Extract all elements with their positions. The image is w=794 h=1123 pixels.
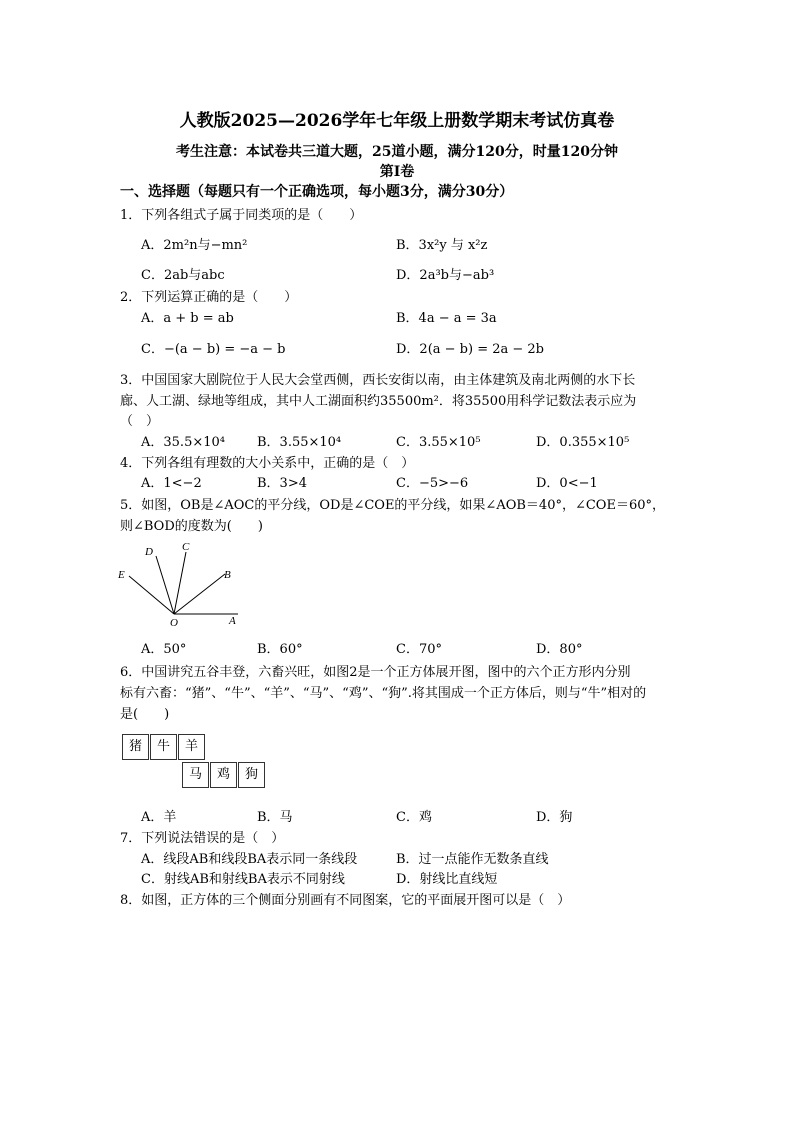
ray-ob — [174, 574, 225, 614]
question-5-option-d: D．80° — [536, 642, 583, 657]
question-6-line-1: 6．中国讲究五谷丰登，六畜兴旺，如图2是一个正方体展开图，图中的六个正方形内分别 — [120, 665, 631, 680]
question-2-option-c: C．−(a − b) = −a − b — [141, 342, 286, 357]
question-3-option-d: D．0.355×10⁵ — [536, 435, 630, 450]
question-6-option-b: B．马 — [257, 810, 293, 825]
question-3-line-2: 廊、人工湖、绿地等组成，其中人工湖面积约35500m²．将35500用科学记数法表示应为 — [120, 394, 637, 409]
question-8-stem: 8．如图，正方体的三个侧面分别画有不同图案，它的平面展开图可以是（ ） — [120, 893, 571, 908]
angle-figure — [112, 538, 252, 630]
question-1-option-c: C．2ab与abc — [141, 268, 225, 283]
question-2-option-a: A．a + b = ab — [141, 311, 234, 326]
question-5-option-a: A．50° — [141, 642, 187, 657]
question-1-option-d: D．2a³b与−ab³ — [396, 268, 495, 283]
question-1-stem: 1．下列各组式子属于同类项的是（ ） — [120, 208, 363, 223]
volume-label: 第Ⅰ卷 — [379, 164, 415, 180]
net-cell-pig: 猪 — [122, 734, 149, 760]
question-2-stem: 2．下列运算正确的是（ ） — [120, 290, 298, 305]
question-3-line-1: 3．中国国家大剧院位于人民大会堂西侧，西长安街以南，由主体建筑及南北两侧的水下长 — [120, 373, 636, 388]
net-cell-ox: 牛 — [150, 734, 177, 760]
question-3-line-3: （ ） — [120, 414, 160, 429]
net-cell-horse: 马 — [182, 762, 209, 788]
label-o: O — [170, 617, 178, 629]
question-6-line-2: 标有六畜：“猪”、“牛”、“羊”、“马”、“鸡”、“狗”.将其围成一个正方体后，则与“牛”相对的 — [120, 686, 647, 701]
question-5-line-1: 5．如图，OB是∠AOC的平分线，OD是∠COE的平分线，如果∠AOB＝40°，∠COE＝60°， — [120, 498, 665, 513]
question-6-option-c: C．鸡 — [396, 810, 432, 825]
label-d: D — [145, 546, 153, 558]
question-5-option-c: C．70° — [396, 642, 442, 657]
question-6-line-3: 是( ) — [120, 707, 170, 722]
ray-oe — [129, 576, 174, 614]
question-2-option-b: B．4a − a = 3a — [396, 311, 497, 326]
question-4-option-b: B．3>4 — [257, 476, 307, 491]
question-7-option-d: D．射线比直线短 — [396, 872, 498, 887]
question-4-stem: 4．下列各组有理数的大小关系中，正确的是（ ） — [120, 456, 415, 471]
question-4-option-c: C．−5>−6 — [396, 476, 469, 491]
ray-od — [156, 556, 174, 614]
question-3-option-b: B．3.55×10⁴ — [257, 435, 342, 450]
label-a: A — [229, 615, 236, 627]
question-2-option-d: D．2(a − b) = 2a − 2b — [396, 342, 544, 357]
page-title: 人教版2025—2026学年七年级上册数学期末考试仿真卷 — [179, 111, 615, 131]
question-7-option-b: B．过一点能作无数条直线 — [396, 852, 549, 867]
exam-notice: 考生注意：本试卷共三道大题，25道小题，满分120分，时量120分钟 — [176, 144, 618, 160]
net-cell-dog: 狗 — [238, 762, 265, 788]
ray-oc — [174, 552, 186, 614]
question-3-option-c: C．3.55×10⁵ — [396, 435, 481, 450]
question-6-option-d: D．狗 — [536, 810, 573, 825]
question-3-option-a: A．35.5×10⁴ — [141, 435, 225, 450]
question-7-option-a: A．线段AB和线段BA表示同一条线段 — [141, 852, 358, 867]
question-4-option-a: A．1<−2 — [141, 476, 202, 491]
net-cell-chicken: 鸡 — [210, 762, 237, 788]
label-c: C — [182, 541, 190, 553]
label-e: E — [118, 569, 125, 581]
question-1-option-b: B．3x²y 与 x²z — [396, 238, 488, 253]
question-5-option-b: B．60° — [257, 642, 303, 657]
question-1-option-a: A．2m²n与−mn² — [141, 238, 248, 253]
question-7-option-c: C．射线AB和射线BA表示不同射线 — [141, 872, 345, 887]
question-5-line-2: 则∠BOD的度数为( ) — [120, 519, 263, 534]
net-cell-sheep: 羊 — [178, 734, 205, 760]
question-6-option-a: A．羊 — [141, 810, 177, 825]
section-heading: 一、选择题（每题只有一个正确选项，每小题3分，满分30分） — [120, 184, 514, 200]
question-7-stem: 7．下列说法错误的是（ ） — [120, 831, 285, 846]
label-b: B — [224, 569, 231, 581]
question-4-option-d: D．0<−1 — [536, 476, 598, 491]
